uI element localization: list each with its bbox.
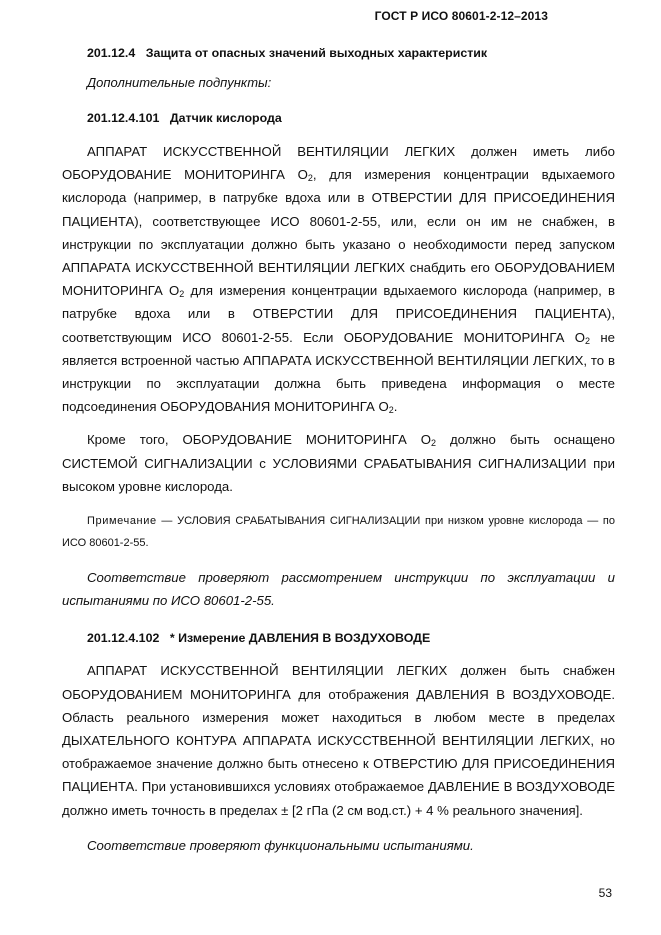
- subscript-2: 2: [585, 335, 591, 346]
- alarm-system-paragraph: Кроме того, ОБОРУДОВАНИЕ МОНИТОРИНГА $O_2$ должно быть оснащено СИСТЕМОЙ СИГНАЛИЗАЦИИ с УСЛОВИЯМИ СРАБАТЫВАНИЯ СИГНАЛИЗАЦИИ при высоком уровне кислорода.: [62, 432, 615, 494]
- note-paragraph: [62, 510, 615, 554]
- section-title: * Измерение ДАВЛЕНИЯ В ВОЗДУХОВОДЕ: [169, 631, 431, 646]
- page-number: 53: [598, 886, 612, 900]
- section-title: Защита от опасных значений выходных характеристик: [145, 46, 488, 60]
- section-heading-201-12-4-102: [62, 629, 615, 648]
- subscript-2: 2: [179, 289, 185, 300]
- subscript-2: 2: [307, 173, 313, 184]
- section-heading-201-12-4-101: [62, 109, 615, 128]
- section-heading-201-12-4: [62, 44, 615, 63]
- section-number: 201.12.4.101: [87, 111, 160, 125]
- compliance-check-paragraph: Соответствие проверяют функциональными испытаниями.: [87, 837, 474, 853]
- note-label: Примечание: [87, 515, 157, 528]
- compliance-check-paragraph: Соответствие проверяют рассмотрением инструкции по эксплуатации и испытаниями по ИСО 80601-2-55.: [62, 570, 615, 609]
- subscript-2: 2: [430, 438, 436, 449]
- section-number: 201.12.4.102: [87, 631, 160, 646]
- standard-designation: ГОСТ Р ИСО 80601-2-12–2013: [374, 9, 548, 23]
- airway-pressure-paragraph: АППАРАТ ИСКУССТВЕННОЙ ВЕНТИЛЯЦИИ ЛЕГКИХ должен быть снабжен ОБОРУДОВАНИЕМ МОНИТОРИНГА для отображения ДАВЛЕНИЯ В ВОЗДУХОВОДЕ. Область реального измерения может находиться в любом месте в пределах ДЫХАТЕЛЬНОГО КОНТУРА АППАРАТА ИСКУССТВЕННОЙ ВЕНТИЛЯЦИИ ЛЕГКИХ, но отображаемое значение должно быть отнесено к ОТВЕРСТИЮ ДЛЯ ПРИСОЕДИНЕНИЯ ПАЦИЕНТА. При установившихся условиях отображаемое ДАВЛЕНИЕ В ВОЗДУХОВОДЕ должно иметь точность в пределах ± [2 гПа (2 см вод.ст.) + 4 % реального значения].: [62, 663, 615, 818]
- page-content: [62, 44, 615, 857]
- section-number: 201.12.4: [87, 46, 136, 60]
- additional-subclauses-note: Дополнительные подпункты:: [87, 75, 272, 90]
- note-text: — УСЛОВИЯ СРАБАТЫВАНИЯ СИГНАЛИЗАЦИИ при низком уровне кислорода — по ИСО 80601-2-55.: [62, 515, 615, 550]
- subscript-2: 2: [388, 405, 394, 416]
- section-title: Датчик кислорода: [169, 111, 282, 125]
- oxygen-sensor-paragraph: АППАРАТ ИСКУССТВЕННОЙ ВЕНТИЛЯЦИИ ЛЕГКИХ должен иметь либо ОБОРУДОВАНИЕ МОНИТОРИНГА $O_2$, для измерения концентрации вдыхаемого кислорода (например, в патрубке вдоха или в ОТВЕРСТИИ ДЛЯ ПРИСОЕДИНЕНИЯ ПАЦИЕНТА), соответствующее ИСО 80601-2-55, или, если он им не снабжен, в инструкции по эксплуатации должно быть указано о необходимости перед запуском АППАРАТА ИСКУССТВЕННОЙ ВЕНТИЛЯЦИИ ЛЕГКИХ снабдить его ОБОРУДОВАНИЕМ МОНИТОРИНГА $O_2$ для измерения концентрации вдыхаемого кислорода (например, в патрубке вдоха или в ОТВЕРСТИИ ДЛЯ ПРИСОЕДИНЕНИЯ ПАЦИЕНТА), соответствующим ИСО 80601-2-55. Если ОБОРУДОВАНИЕ МОНИТОРИНГА $O_2$ не является встроенной частью АППАРАТА ИСКУССТВЕННОЙ ВЕНТИЛЯЦИИ ЛЕГКИХ, то в инструкции по эксплуатации должна быть приведена информация о месте подсоединения ОБОРУДОВАНИЯ МОНИТОРИНГА $O_2$.: [62, 144, 616, 416]
